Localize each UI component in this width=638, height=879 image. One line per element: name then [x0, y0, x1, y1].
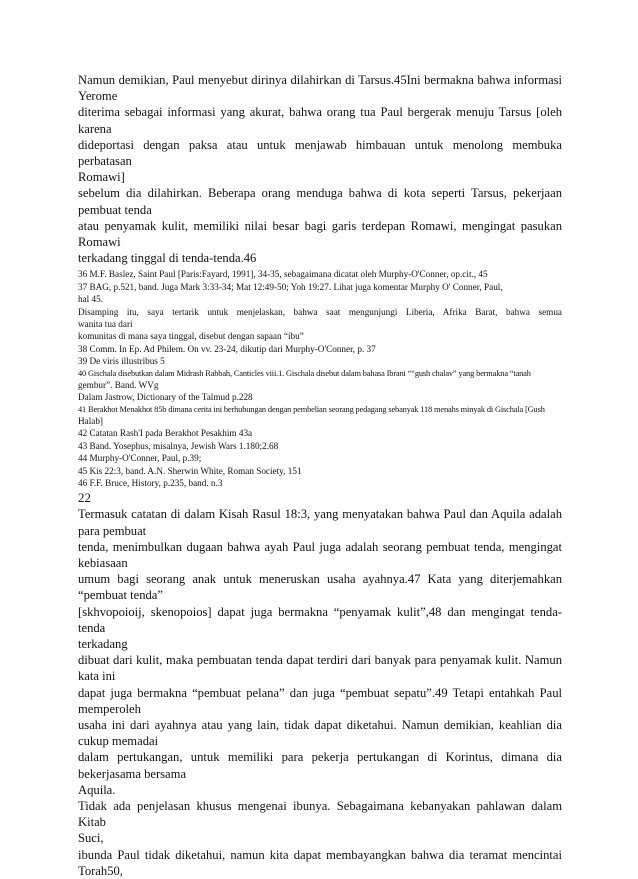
text-line: atau penyamak kulit, memiliki nilai besar bagi garis terdepan Romawi, mengingat pasukan — [78, 218, 562, 233]
body-text-block-1 — [78, 72, 562, 266]
text-line: “pembuat tenda” — [78, 588, 163, 603]
text-line: umum bagi seorang anak untuk meneruskan usaha ayahnya.47 Kata yang diterjemahkan — [78, 572, 562, 587]
text-line: diterima sebagai informasi yang akurat, bahwa orang tua Paul bergerak menuju Tarsus [oleh — [78, 105, 562, 120]
text-line: dalam pertukangan, untuk memiliki para pekerja pertukangan di Korintus, dimana dia — [78, 750, 562, 765]
text-line: Tidak ada penjelasan khusus mengenai ibunya. Sebagaimana kebanyakan pahlawan dalam Kitab — [78, 799, 562, 830]
text-line: cukup memadai — [78, 734, 159, 749]
footnote-line: 44 Murphy-O'Conner, Paul, p.39; — [78, 453, 202, 464]
page-number: 22 — [78, 490, 91, 506]
document-page — [78, 72, 562, 879]
text-line: kebiasaan — [78, 555, 128, 570]
text-line: Yerome — [78, 89, 118, 104]
footnote-line: 36 M.F. Baslez, Saint Paul [Paris:Fayard, 1991], 34-35, sebagaimana dicatat oleh Murphy-O'Conner, op.cit., 45 — [78, 269, 488, 280]
footnote-line: gembur”. Band. WVg — [78, 379, 159, 390]
text-line: Torah50, — [78, 863, 123, 878]
text-line: Romawi — [78, 235, 121, 250]
footnote-line: Disamping itu, saya tertarik untuk menjelaskan, bahwa saat mengunjungi Liberia, Afrika Barat, bahwa semua — [78, 306, 562, 317]
text-line: dideportasi dengan paksa atau untuk menjawab himbauan untuk menolong membuka perbatasan — [78, 137, 562, 169]
footnotes-section — [78, 268, 562, 489]
text-line: memperoleh — [78, 701, 141, 716]
text-line: dapat juga bermakna “pembuat pelana” dan juga “pembuat sepatu”.49 Tetapi entahkah Paul — [78, 685, 562, 700]
footnote-line: wanita tua dari — [78, 319, 133, 330]
text-line: tenda, menimbulkan dugaan bahwa ayah Paul juga adalah seorang pembuat tenda, mengingat — [78, 539, 562, 554]
footnote-line: 41 Berakhot Menakhot 85b dimana cerita ini berhubungan dengan pembelian seorang pedagang sebanyak 118 menahs minyak di Gischala [Gush — [78, 404, 545, 414]
footnote-line: 37 BAG, p.521, band. Juga Mark 3:33-34; Mat 12:49-50; Yoh 19:27. Lihat juga komentar Murphy O' Conner, Paul, — [78, 281, 503, 292]
text-line: kata ini — [78, 669, 116, 684]
text-line: ibunda Paul tidak diketahui, namun kita dapat membayangkan bahwa dia teramat mencintai — [78, 847, 562, 862]
footnote-line: 42 Catatan Rash'I pada Berakhot Pesakhim 43a — [78, 428, 253, 439]
footnote-line: Halab] — [78, 415, 103, 426]
footnote-line: hal 45. — [78, 294, 104, 305]
text-line: usaha ini dari ayahnya atau yang lain, tidak dapat diketahui. Namun demikian, keahlian dia — [78, 717, 562, 732]
footnote-line: 45 Kis 22:3, band. A.N. Sherwin White, Roman Society, 151 — [78, 465, 302, 476]
footnote-line: 46 F.F. Bruce, History, p.235, band. n.3 — [78, 477, 223, 488]
footnote-line: 39 De viris illustribus 5 — [78, 356, 165, 367]
footnote-line: 43 Band. Yosephus, misalnya, Jewish Wars 1.180;2.68 — [78, 440, 279, 451]
text-line: sebelum dia dilahirkan. Beberapa orang menduga bahwa di kota seperti Tarsus, pekerjaan — [78, 186, 562, 201]
text-line: Romawi] — [78, 170, 125, 185]
text-line: terkadang — [78, 636, 128, 651]
body-text-block-2 — [78, 506, 562, 879]
text-line: karena — [78, 121, 112, 136]
footnote-line: komunitas di mana saya tinggal, disebut dengan sapaan “ibu” — [78, 331, 304, 342]
text-line: dibuat dari kulit, maka pembuatan tenda dapat terdiri dari banyak para penyamak kulit. Namun — [78, 653, 562, 668]
text-line: Aquila. — [78, 782, 116, 797]
text-line: bekerjasama bersama — [78, 766, 187, 781]
text-line: [skhvopoioij, skenopoios] dapat juga bermakna “penyamak kulit”,48 dan mengingat tenda-tenda — [78, 604, 562, 635]
text-line: Termasuk catatan di dalam Kisah Rasul 18:3, yang menyatakan bahwa Paul dan Aquila adalah — [78, 507, 562, 522]
footnote-line: Dalam Jastrow, Dictionary of the Talmud p.228 — [78, 392, 253, 403]
text-line: pembuat tenda — [78, 202, 152, 217]
text-line: Suci, — [78, 831, 104, 846]
text-line: Namun demikian, Paul menyebut dirinya dilahirkan di Tarsus.45Ini bermakna bahwa informasi — [78, 73, 562, 87]
footnote-line: 40 Gischala disebutkan dalam Midrash Rabbah, Canticles viii.1. Gischala disebut dalam bahasa Ibrani ““gush chalav” yang bermakna “tanah — [78, 368, 531, 378]
text-line: terkadang tinggal di tenda-tenda.46 — [78, 251, 257, 266]
text-line: para pembuat — [78, 523, 147, 538]
footnote-line: 38 Comm. In Ep. Ad Philem. On vv. 23-24, dikutip dari Murphy-O'Conner, p. 37 — [78, 343, 376, 354]
